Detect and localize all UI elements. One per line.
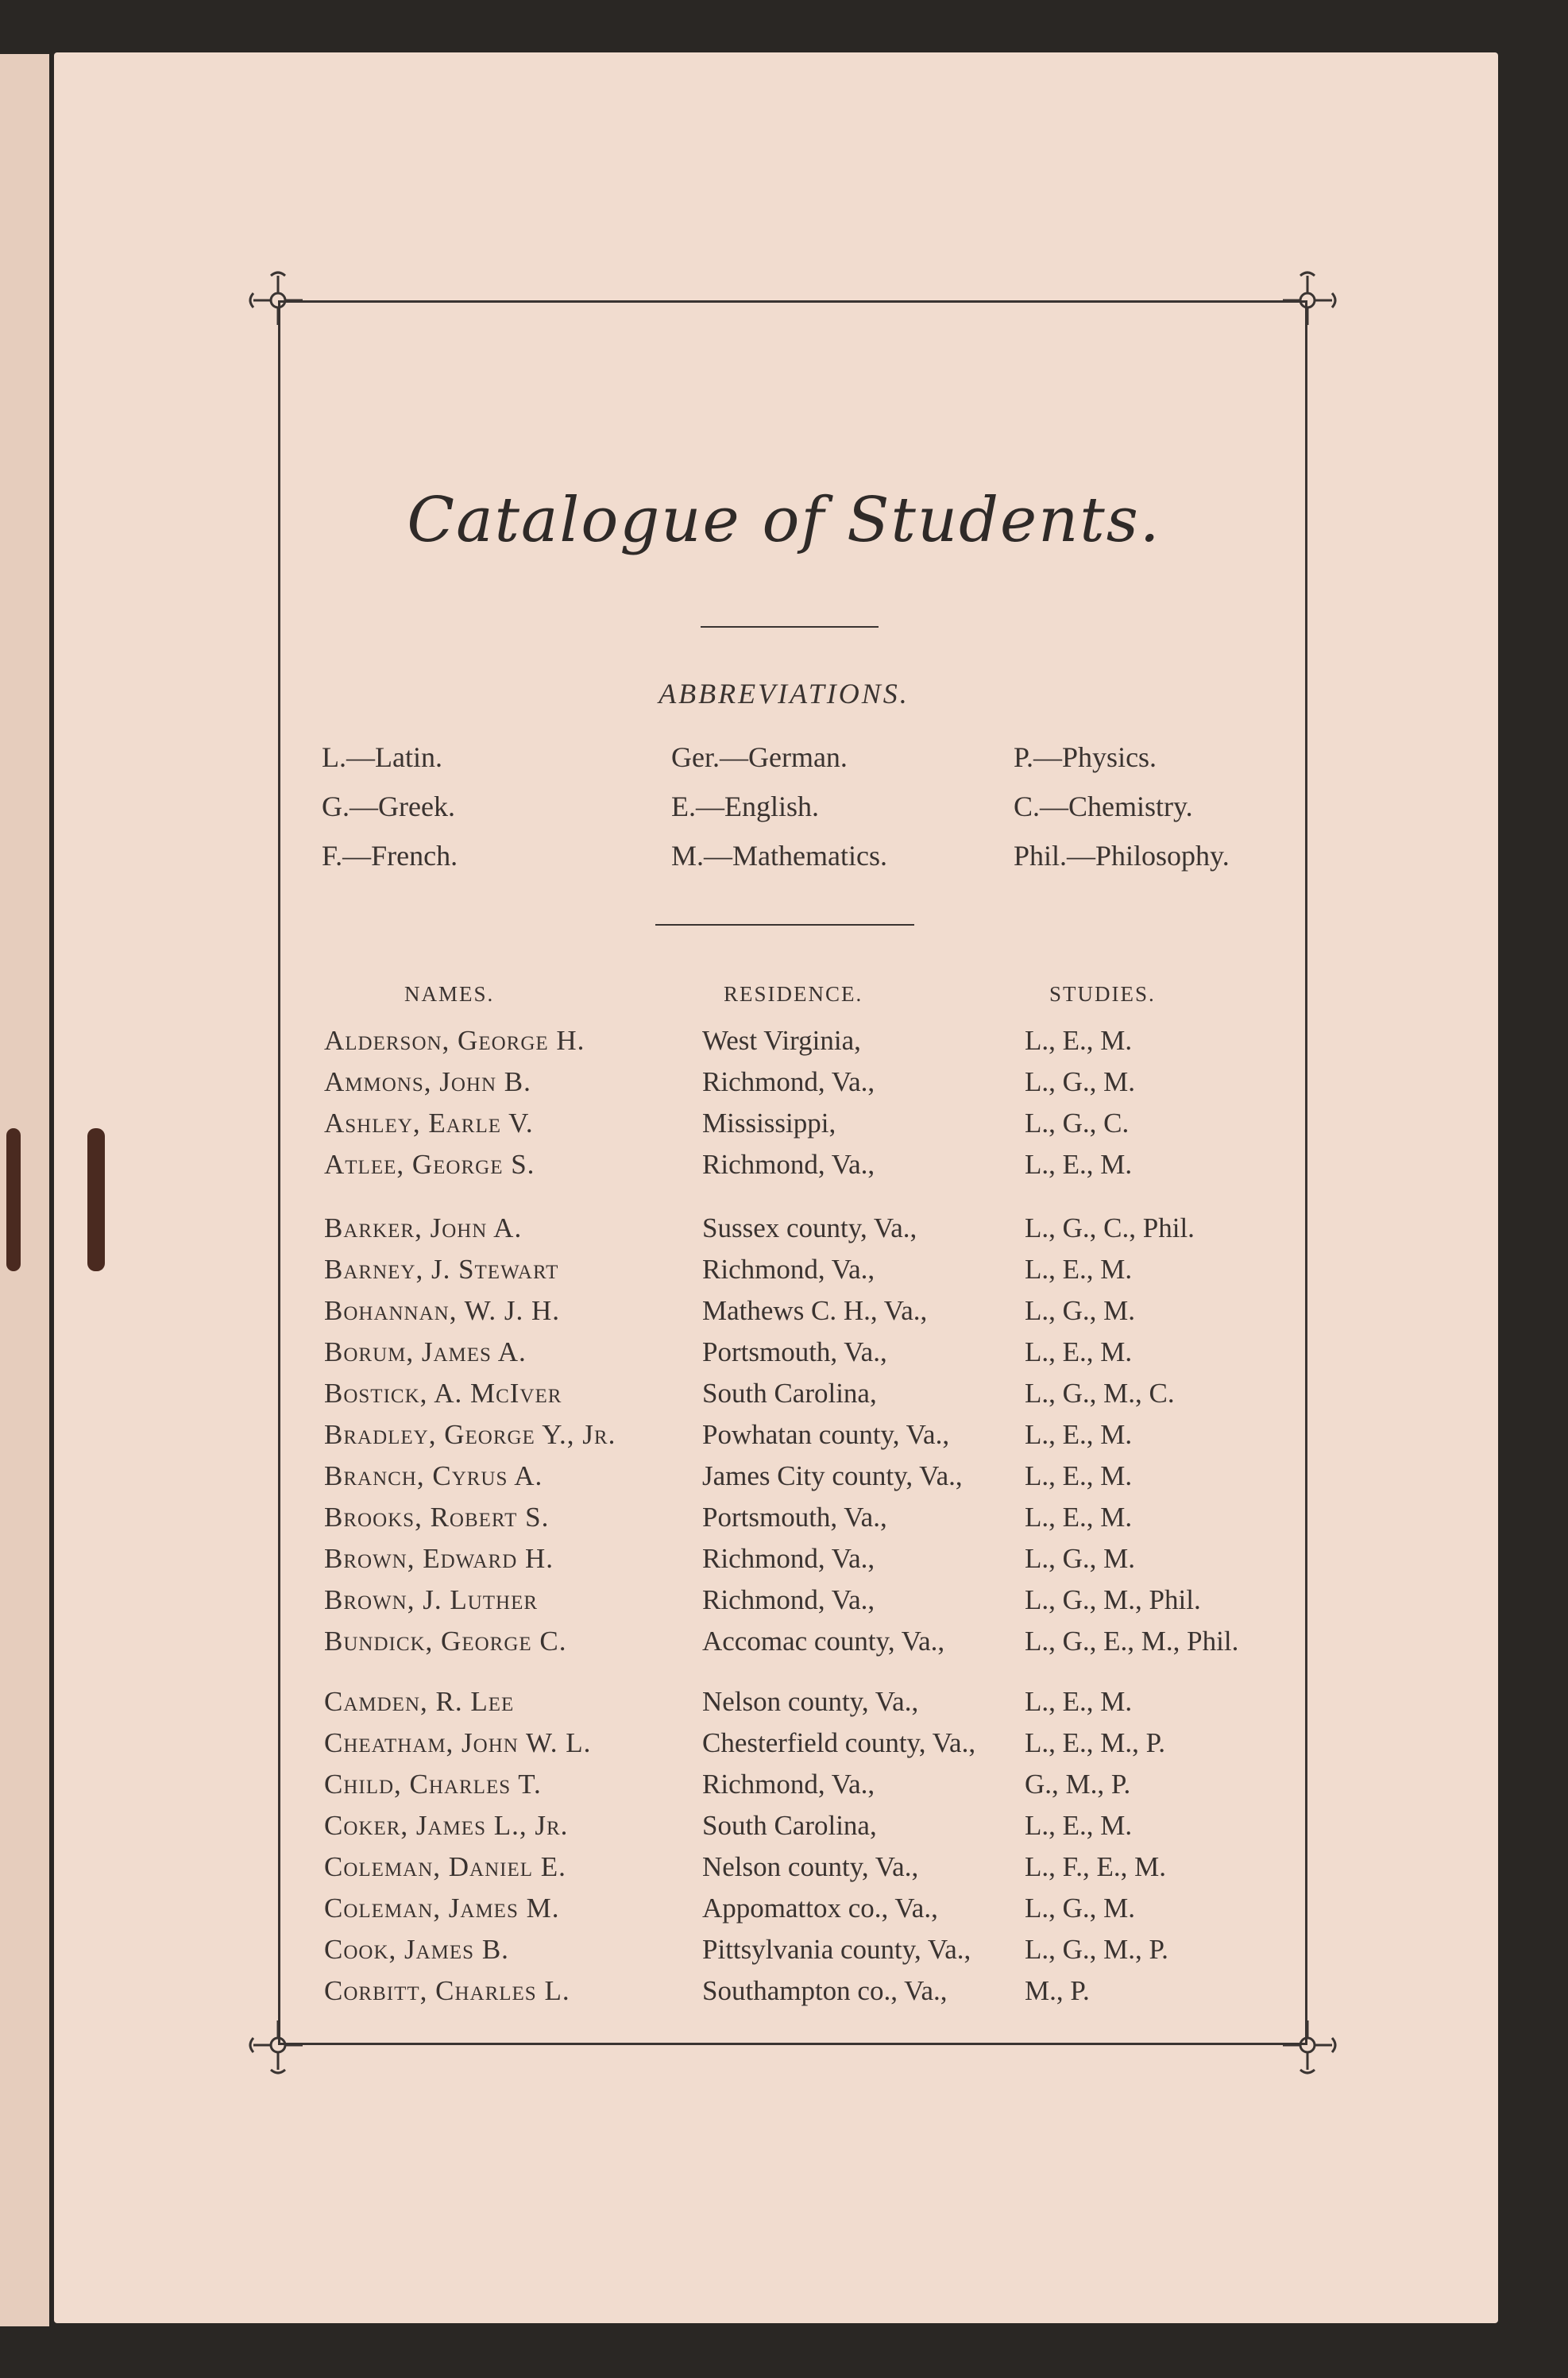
- student-studies: L., G., M.: [1025, 1543, 1136, 1574]
- corner-ornament-icon: [1272, 265, 1343, 336]
- student-studies: L., G., M., Phil.: [1025, 1584, 1201, 1615]
- abbreviation: L.—Latin.: [322, 741, 442, 773]
- student-residence: South Carolina,: [702, 1378, 877, 1409]
- student-residence: South Carolina,: [702, 1810, 877, 1841]
- student-studies: L., E., M.: [1025, 1686, 1133, 1717]
- student-residence: James City county, Va.,: [702, 1460, 963, 1491]
- column-header-names: NAMES.: [404, 982, 495, 1006]
- student-residence: Richmond, Va.,: [702, 1769, 875, 1800]
- student-name: Coleman, James M.: [324, 1893, 560, 1924]
- abbreviation: F.—French.: [322, 840, 458, 872]
- student-residence: Accomac county, Va.,: [702, 1626, 945, 1657]
- student-studies: L., F., E., M.: [1025, 1851, 1167, 1882]
- student-studies: L., E., M.: [1025, 1254, 1133, 1285]
- student-residence: Mathews C. H., Va.,: [702, 1295, 928, 1326]
- student-residence: Nelson county, Va.,: [702, 1686, 919, 1717]
- student-name: Child, Charles T.: [324, 1769, 542, 1800]
- student-name: Brooks, Robert S.: [324, 1502, 550, 1533]
- student-studies: L., G., M.: [1025, 1066, 1136, 1097]
- student-residence: Nelson county, Va.,: [702, 1851, 919, 1882]
- column-header-residence: RESIDENCE.: [724, 982, 863, 1006]
- student-name: Bostick, A. McIver: [324, 1378, 562, 1409]
- student-name: Ammons, John B.: [324, 1066, 531, 1097]
- abbreviation: C.—Chemistry.: [1014, 791, 1193, 822]
- student-residence: Richmond, Va.,: [702, 1066, 875, 1097]
- student-studies: L., E., M., P.: [1025, 1727, 1165, 1758]
- student-name: Atlee, George S.: [324, 1149, 535, 1180]
- abbreviations-heading: ABBREVIATIONS.: [658, 678, 910, 710]
- student-studies: L., G., M., P.: [1025, 1934, 1168, 1965]
- student-name: Corbitt, Charles L.: [324, 1975, 570, 2006]
- student-name: Branch, Cyrus A.: [324, 1460, 543, 1491]
- title-divider: [701, 626, 879, 628]
- student-studies: L., E., M.: [1025, 1810, 1133, 1841]
- student-studies: L., G., C.: [1025, 1108, 1130, 1139]
- student-studies: M., P.: [1025, 1975, 1090, 2006]
- student-residence: Chesterfield county, Va.,: [702, 1727, 976, 1758]
- student-residence: Richmond, Va.,: [702, 1254, 875, 1285]
- column-header-studies: STUDIES.: [1049, 982, 1156, 1006]
- student-name: Barker, John A.: [324, 1212, 523, 1243]
- student-studies: L., E., M.: [1025, 1502, 1133, 1533]
- binding-hole: [87, 1128, 105, 1271]
- corner-ornament-icon: [1272, 2009, 1343, 2081]
- abbreviation: E.—English.: [671, 791, 819, 822]
- corner-ornament-icon: [242, 265, 314, 336]
- student-studies: L., G., C., Phil.: [1025, 1212, 1195, 1243]
- student-residence: Richmond, Va.,: [702, 1584, 875, 1615]
- abbreviation: P.—Physics.: [1014, 741, 1157, 773]
- student-residence: Pittsylvania county, Va.,: [702, 1934, 971, 1965]
- corner-ornament-icon: [242, 2009, 314, 2081]
- student-name: Camden, R. Lee: [324, 1686, 515, 1717]
- student-studies: L., G., M.: [1025, 1893, 1136, 1924]
- student-name: Brown, Edward H.: [324, 1543, 554, 1574]
- student-name: Bohannan, W. J. H.: [324, 1295, 561, 1326]
- student-studies: L., E., M.: [1025, 1419, 1133, 1450]
- student-studies: L., G., M.: [1025, 1295, 1136, 1326]
- student-residence: Richmond, Va.,: [702, 1543, 875, 1574]
- student-residence: Portsmouth, Va.,: [702, 1336, 887, 1367]
- student-name: Borum, James A.: [324, 1336, 527, 1367]
- student-residence: Appomattox co., Va.,: [702, 1893, 938, 1924]
- student-name: Alderson, George H.: [324, 1025, 585, 1056]
- student-residence: West Virginia,: [702, 1025, 861, 1056]
- abbreviation: M.—Mathematics.: [671, 840, 887, 872]
- student-name: Ashley, Earle V.: [324, 1108, 534, 1139]
- student-studies: L., G., M., C.: [1025, 1378, 1175, 1409]
- student-name: Cheatham, John W. L.: [324, 1727, 592, 1758]
- student-studies: L., E., M.: [1025, 1025, 1133, 1056]
- student-studies: L., E., M.: [1025, 1336, 1133, 1367]
- student-residence: Mississippi,: [702, 1108, 836, 1139]
- student-name: Bradley, George Y., Jr.: [324, 1419, 616, 1450]
- page-title: Catalogue of Students.: [407, 485, 1161, 556]
- student-studies: G., M., P.: [1025, 1769, 1131, 1800]
- student-studies: L., E., M.: [1025, 1460, 1133, 1491]
- abbreviation: G.—Greek.: [322, 791, 455, 822]
- student-residence: Sussex county, Va.,: [702, 1212, 917, 1243]
- section-divider: [655, 924, 914, 926]
- student-residence: Portsmouth, Va.,: [702, 1502, 887, 1533]
- student-name: Barney, J. Stewart: [324, 1254, 559, 1285]
- student-name: Cook, James B.: [324, 1934, 509, 1965]
- abbreviation: Ger.—German.: [671, 741, 848, 773]
- student-name: Coleman, Daniel E.: [324, 1851, 566, 1882]
- abbreviation: Phil.—Philosophy.: [1014, 840, 1230, 872]
- student-studies: L., E., M.: [1025, 1149, 1133, 1180]
- student-residence: Powhatan county, Va.,: [702, 1419, 950, 1450]
- student-name: Coker, James L., Jr.: [324, 1810, 569, 1841]
- student-name: Brown, J. Luther: [324, 1584, 539, 1615]
- student-residence: Southampton co., Va.,: [702, 1975, 948, 2006]
- binding-hole: [6, 1128, 21, 1271]
- student-name: Bundick, George C.: [324, 1626, 567, 1657]
- student-residence: Richmond, Va.,: [702, 1149, 875, 1180]
- student-studies: L., G., E., M., Phil.: [1025, 1626, 1239, 1657]
